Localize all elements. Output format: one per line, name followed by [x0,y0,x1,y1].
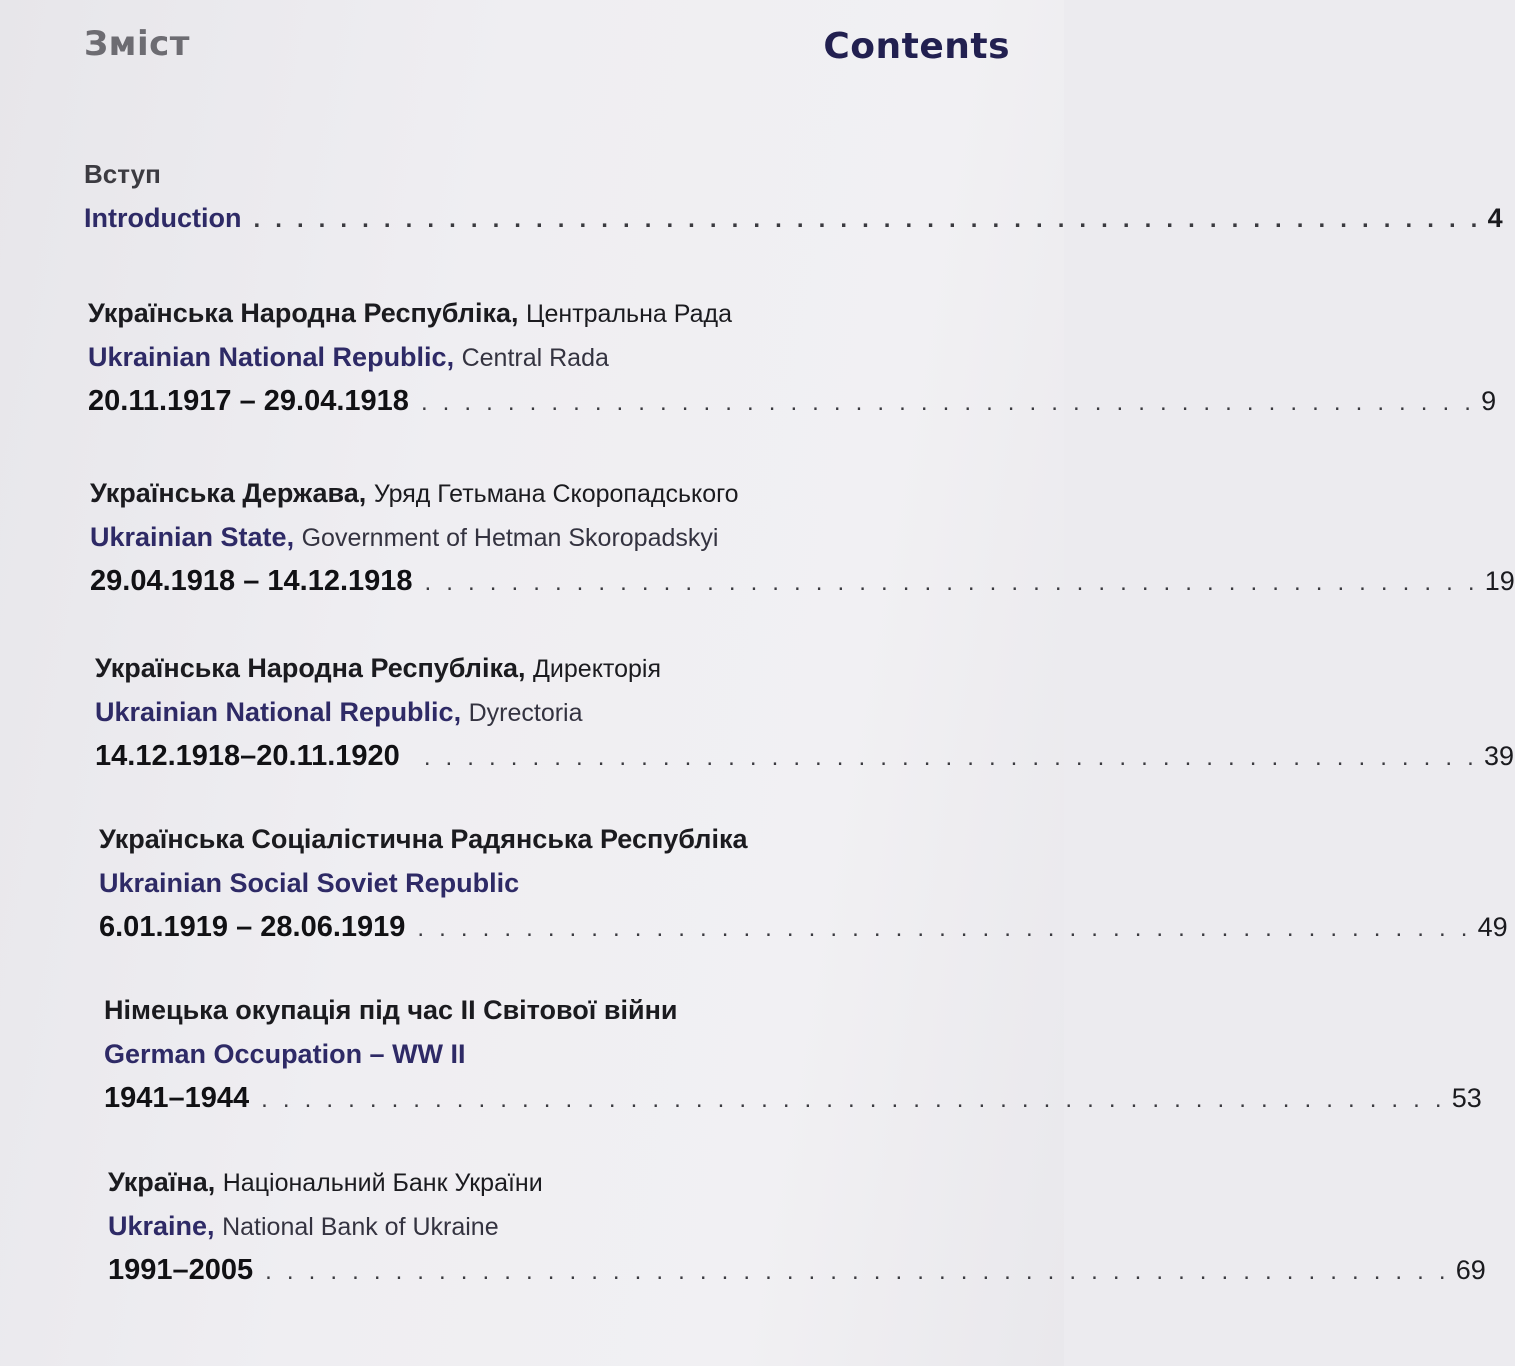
leader-dots: . . . . . . . . . . . . . . . . . . . . . . . . . . . . . . . . . . . . . . . . . . . . . . . . . [420,389,1476,416]
entry-title-ua: Вступ [84,159,161,189]
entry-title-en-line [95,690,988,734]
entry-title-en: Ukrainian Social Soviet Republic [99,868,520,898]
entry-dates: 29.04.1918 – 14.12.1918 [90,565,413,597]
entry-dates-line [108,1248,1486,1292]
leader-dots: . . . . . . . . . . . . . . . . . . . . . . . . . . . . . . . . . . . . . . . . . . . . . . . . . . . . . . . [265,1258,1450,1285]
page-number: 39 [1484,741,1515,771]
entry-dates-line [90,559,1515,603]
entry-subtitle-en: Central Rada [461,344,609,372]
toc-entry-ukraine-nbu[interactable] [108,1160,1486,1292]
page-number: 69 [1455,1255,1486,1285]
page-number: 49 [1477,912,1508,942]
leader-dots: . . . . . . . . . . . . . . . . . . . . . . . . . . . . . . . . . . . . . . . . . . . . . . . . . [417,915,1472,942]
page-title-en: Contents [823,26,1010,67]
entry-title-ua: Німецька окупація під час II Світової війни [104,995,678,1025]
entry-title-ua-line [88,291,994,335]
toc-entry-ussr[interactable] [99,817,1508,949]
entry-subtitle-ua: Центральна Рада [526,300,732,328]
entry-title-en-line [90,515,990,559]
entry-title-ua-line [95,646,988,690]
entry-subtitle-ua: Національний Банк України [222,1169,543,1197]
page-number: 53 [1451,1083,1482,1113]
leader-dots: . . . . . . . . . . . . . . . . . . . . . . . . . . . . . . . . . . . . . . . . . . . . . . . . . . . . . . . . . [253,206,1482,233]
entry-title-en: Ukrainian National Republic, [88,342,455,372]
entry-dates-line [99,905,1508,949]
toc-entry-ukrainian-state[interactable] [90,471,1515,603]
page-number: 9 [1481,386,1497,416]
page-title-ua: Зміст [84,24,190,64]
leader-dots: . . . . . . . . . . . . . . . . . . . . . . . . . . . . . . . . . . . . . . . . . . . . . . . . . . . . . . . [261,1086,1446,1113]
entry-subtitle-en: Dyrectoria [468,699,583,727]
page-number: 19 [1484,566,1515,596]
entry-subtitle-ua: Уряд Гетьмана Скоропадського [373,480,739,508]
toc-entry-unr-directoria[interactable] [95,646,1515,778]
entry-title-ua: Українська Соціалістична Радянська Республіка [99,824,748,854]
entry-dates-line [104,1076,1482,1120]
entry-title-en-line [108,1204,982,1248]
entry-title-en: German Occupation – WW II [104,1039,466,1069]
leader-dots: . . . . . . . . . . . . . . . . . . . . . . . . . . . . . . . . . . . . . . . . . . . . . . . . . [424,569,1479,596]
entry-dates: 1941–1944 [104,1082,250,1114]
entry-dates: 20.11.1917 – 29.04.1918 [88,385,409,417]
toc-entry-german-occupation[interactable] [104,988,1482,1120]
entry-title-ua: Українська Народна Республіка, [95,653,526,683]
entry-dates: 6.01.1919 – 28.06.1919 [99,911,406,943]
toc-entry-introduction[interactable] [84,152,1503,240]
page-number: 4 [1487,203,1503,233]
entry-dates: 14.12.1918–20.11.1920 [95,740,400,772]
entry-title-ua: Україна, [108,1167,216,1197]
entry-title-ua-line [99,817,985,861]
entry-title-ua-line [104,988,984,1032]
entry-dates-line [95,734,1515,778]
entry-dates-line [88,379,1497,423]
entry-title-ua: Українська Держава, [90,478,367,508]
entry-title-ua-line [90,471,990,515]
entry-title-en: Ukrainian National Republic, [95,697,462,727]
entry-title-en: Introduction [84,203,242,233]
entry-title-en: Ukraine, [108,1211,215,1241]
entry-dates: 1991–2005 [108,1254,254,1286]
entry-subtitle-ua: Директорія [533,655,661,683]
entry-title-en-line [99,861,985,905]
entry-subtitle-en: National Bank of Ukraine [222,1213,499,1241]
entry-title-en-line [88,335,994,379]
entry-title-en-line [104,1032,984,1076]
entry-title-en: Ukrainian State, [90,522,295,552]
entry-title-line [84,196,1503,240]
toc-entry-unr-central-rada[interactable] [88,291,1497,423]
entry-title-ua: Українська Народна Республіка, [88,298,519,328]
entry-title-ua-line [108,1160,982,1204]
entry-subtitle-en: Government of Hetman Skoropadskyi [301,524,719,552]
leader-dots: . . . . . . . . . . . . . . . . . . . . . . . . . . . . . . . . . . . . . . . . . . . . . . . . . [423,744,1479,771]
